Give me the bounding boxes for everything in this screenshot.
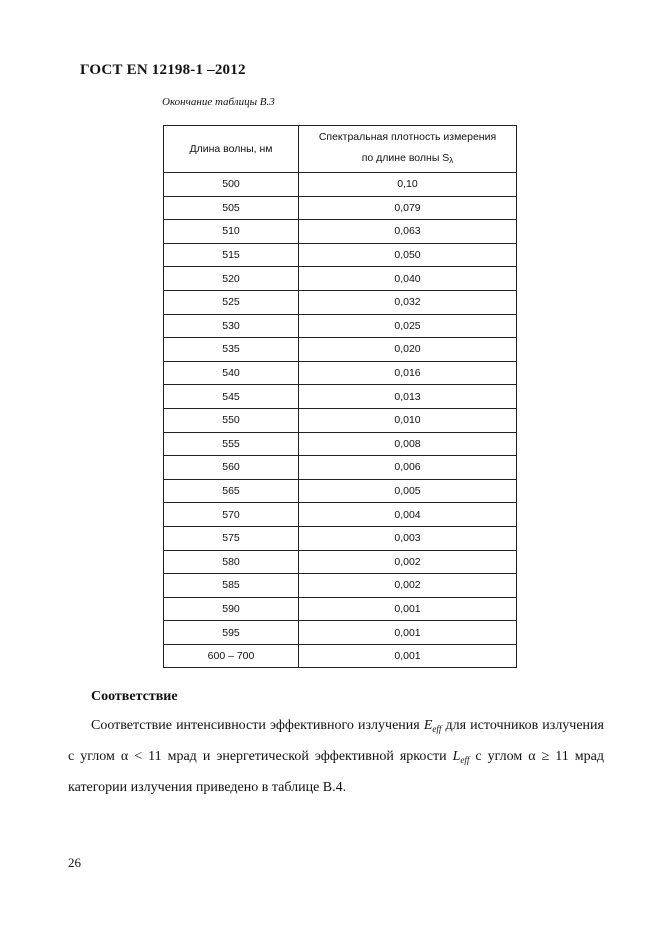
density-cell: 0,016 xyxy=(299,361,517,385)
section-title: Соответствие xyxy=(91,689,178,704)
column-header-line1: Спектральная плотность измерения xyxy=(318,131,497,143)
wavelength-cell: 525 xyxy=(164,290,299,314)
wavelength-cell: 530 xyxy=(164,314,299,338)
wavelength-cell: 545 xyxy=(164,385,299,409)
wavelength-cell: 555 xyxy=(164,432,299,456)
document-header: ГОСТ EN 12198-1 –2012 xyxy=(80,62,246,78)
table-row xyxy=(164,196,517,220)
table-row xyxy=(164,479,517,503)
density-cell: 0,079 xyxy=(299,196,517,220)
density-cell: 0,008 xyxy=(299,432,517,456)
table-row xyxy=(164,503,517,527)
wavelength-cell: 510 xyxy=(164,220,299,244)
table-body xyxy=(164,173,517,668)
density-cell: 0,002 xyxy=(299,574,517,598)
wavelength-cell: 600 – 700 xyxy=(164,644,299,668)
wavelength-cell: 585 xyxy=(164,574,299,598)
table-row xyxy=(164,314,517,338)
column-header-spectral-density xyxy=(299,126,517,173)
paragraph-part-3: с углом α ≥ 11 мрад категории излучения приведено в таблице В.4. xyxy=(68,749,604,795)
wavelength-cell: 540 xyxy=(164,361,299,385)
wavelength-cell: 520 xyxy=(164,267,299,291)
table-row xyxy=(164,290,517,314)
paragraph-text xyxy=(68,712,604,802)
table-row xyxy=(164,408,517,432)
wavelength-cell: 570 xyxy=(164,503,299,527)
density-cell: 0,013 xyxy=(299,385,517,409)
table-row xyxy=(164,267,517,291)
wavelength-cell: 505 xyxy=(164,196,299,220)
wavelength-cell: 500 xyxy=(164,173,299,197)
column-header-line2: по длине волны S xyxy=(361,152,450,164)
table-row xyxy=(164,220,517,244)
table-header-row xyxy=(164,126,517,173)
density-cell: 0,10 xyxy=(299,173,517,197)
l-symbol: L xyxy=(452,749,461,764)
table-row xyxy=(164,550,517,574)
wavelength-cell: 550 xyxy=(164,408,299,432)
table-caption: Окончание таблицы В.3 xyxy=(162,96,275,108)
wavelength-cell: 535 xyxy=(164,338,299,362)
wavelength-cell: 575 xyxy=(164,526,299,550)
density-cell: 0,040 xyxy=(299,267,517,291)
density-cell: 0,032 xyxy=(299,290,517,314)
density-cell: 0,005 xyxy=(299,479,517,503)
section-paragraph xyxy=(68,712,604,802)
density-cell: 0,063 xyxy=(299,220,517,244)
table-row xyxy=(164,173,517,197)
column-header-wavelength: Длина волны, нм xyxy=(164,126,299,173)
wavelength-cell: 515 xyxy=(164,243,299,267)
density-cell: 0,020 xyxy=(299,338,517,362)
density-cell: 0,050 xyxy=(299,243,517,267)
density-cell: 0,002 xyxy=(299,550,517,574)
table-row xyxy=(164,621,517,645)
l-subscript: eff xyxy=(460,755,470,765)
table-row xyxy=(164,338,517,362)
table-row xyxy=(164,385,517,409)
table-row xyxy=(164,644,517,668)
e-subscript: eff xyxy=(432,724,442,734)
density-cell: 0,006 xyxy=(299,456,517,480)
wavelength-cell: 580 xyxy=(164,550,299,574)
table-row xyxy=(164,456,517,480)
table-row xyxy=(164,597,517,621)
density-cell: 0,001 xyxy=(299,597,517,621)
paragraph-part-1: Соответствие интенсивности эффективного излучения xyxy=(91,718,424,733)
density-cell: 0,001 xyxy=(299,644,517,668)
density-cell: 0,004 xyxy=(299,503,517,527)
density-cell: 0,001 xyxy=(299,621,517,645)
page-number: 26 xyxy=(68,855,81,870)
wavelength-cell: 590 xyxy=(164,597,299,621)
wavelength-cell: 560 xyxy=(164,456,299,480)
density-cell: 0,025 xyxy=(299,314,517,338)
table-row xyxy=(164,432,517,456)
density-cell: 0,010 xyxy=(299,408,517,432)
e-symbol: E xyxy=(423,718,433,733)
table-row xyxy=(164,574,517,598)
wavelength-cell: 565 xyxy=(164,479,299,503)
wavelength-cell: 595 xyxy=(164,621,299,645)
density-cell: 0,003 xyxy=(299,526,517,550)
paragraph-part-2: для источников излучения с углом α < 11 мрад и энергетической эффективной яркости xyxy=(68,718,604,764)
table-row xyxy=(164,243,517,267)
lambda-subscript: λ xyxy=(449,156,454,165)
table-row xyxy=(164,526,517,550)
spectral-table xyxy=(163,125,517,668)
table-row xyxy=(164,361,517,385)
